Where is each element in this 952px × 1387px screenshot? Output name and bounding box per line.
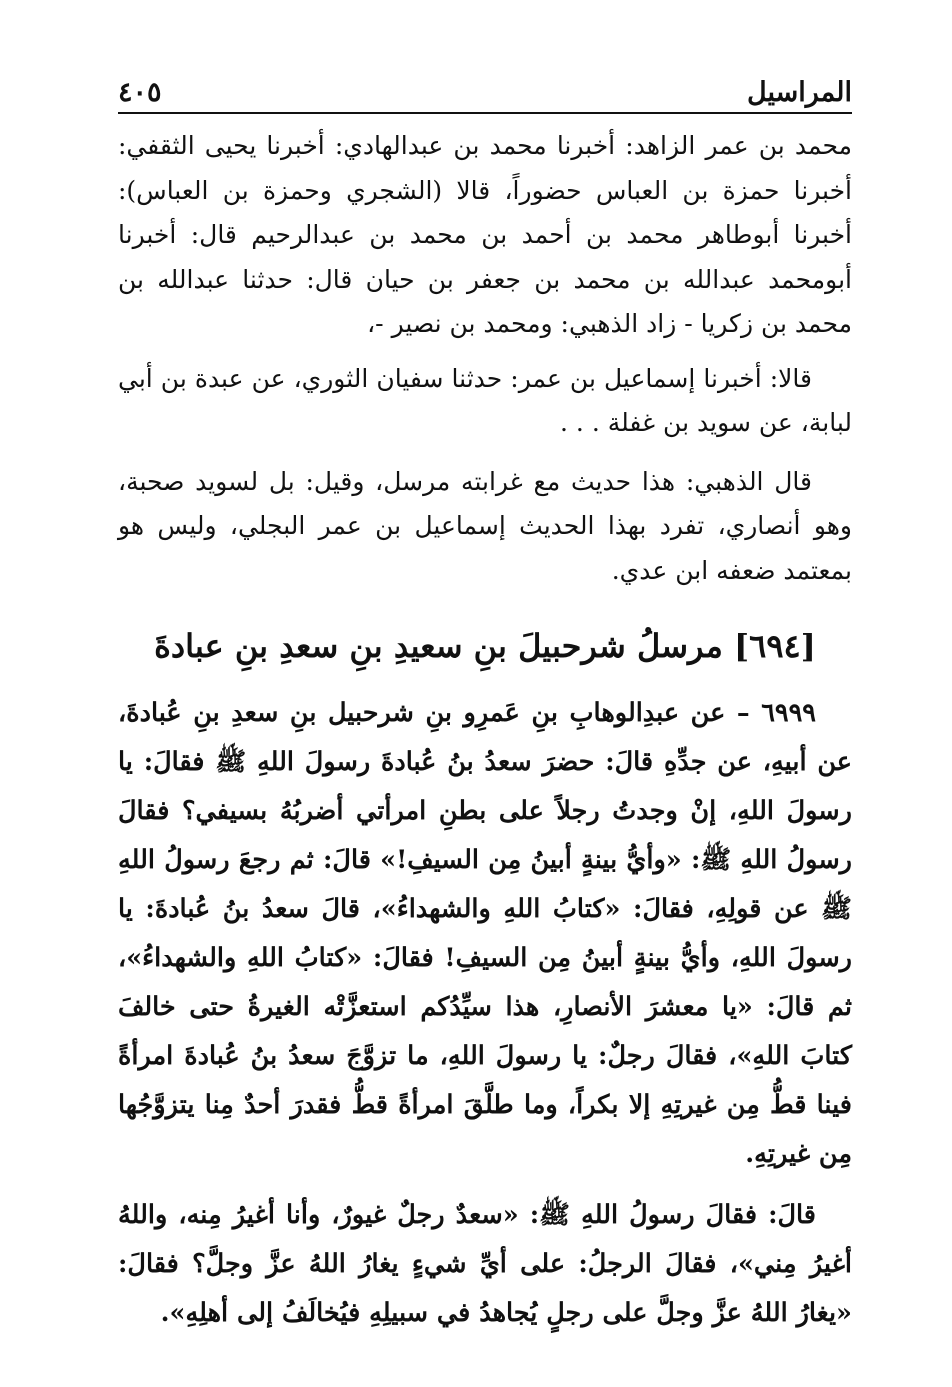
chain-paragraph: محمد بن عمر الزاهد: أخبرنا محمد بن عبدالهادي: أخبرنا يحيى الثقفي: أخبرنا حمزة بن العباس حضوراً، قالا (الشجري وحمزة بن العباس): أخبرنا أبوطاهر محمد بن أحمد بن محمد بن عبدالرحيم قال: أخبرنا أبومحمد عبدالله بن محمد بن جعفر بن حيان قال: حدثنا عبدالله بن محمد بن زكريا - زاد الذهبي: ومحمد بن نصير -، — [118, 131, 852, 338]
hadith-main-text: – عن عبدِالوهابِ بنِ عَمرِو بنِ شرحبيل بنِ سعدِ بنِ عُبادةَ، عن أبيهِ، عن جدِّهِ قالَ: حضرَ سعدُ بنُ عُبادةَ رسولَ اللهِ ﷺ فقالَ: يا رسولَ اللهِ، إنْ وجدتُ رجلاً على بطنِ امرأتي أضربُهُ بسيفي؟ فقالَ رسولُ اللهِ ﷺ: «وأيُّ بينةٍ أبينُ مِن السيفِ!» قالَ: ثم رجعَ رسولُ اللهِ ﷺ عن قولِهِ، فقالَ: «كتابُ اللهِ والشهداءُ»، قالَ سعدُ بنُ عُبادةَ: يا رسولَ اللهِ، وأيُّ بينةٍ أبينُ مِن السيفِ! فقالَ: «كتابُ اللهِ والشهداءُ»، ثم قالَ: «يا معشرَ الأنصارِ، هذا سيِّدُكم استعزَّتْه الغيرةُ حتى خالفَ كتابَ اللهِ»، فقالَ رجلٌ: يا رسولَ اللهِ، ما تزوَّجَ سعدُ بنُ عُبادةَ امرأةً فينا قطُّ مِن غيرتِهِ إلا بكراً، وما طلَّقَ امرأةً قطُّ فقدرَ أحدٌ مِنا يتزوَّجُها مِن غيرتِهِ. — [118, 698, 852, 1169]
dhahabi-paragraph: قال الذهبي: هذا حديث مع غرابته مرسل، وقيل: بل لسويد صحبة، وهو أنصاري، تفرد بهذا الحديث إسماعيل بن عمر البجلي، وليس هو بمعتمد ضعفه ابن عدي. — [118, 466, 852, 585]
running-header — [118, 60, 852, 114]
page-number: ٤٠٥ — [118, 77, 162, 108]
quote-paragraph: قالا: أخبرنا إسماعيل بن عمر: حدثنا سفيان الثوري، عن عبدة بن أبي لبابة، عن سويد بن غفلة . . . — [118, 363, 852, 437]
section-heading: [٦٩٤] مرسلُ شرحبيلَ بنِ سعيدِ بنِ سعدِ بنِ عبادةَ — [154, 627, 816, 665]
hadith-text — [118, 689, 852, 1179]
book-page — [118, 60, 852, 1338]
hadith-continuation: قالَ: فقالَ رسولُ اللهِ ﷺ: «سعدٌ رجلٌ غيورٌ، وأنا أغيرُ مِنه، واللهُ أغيرُ مِني»، فقالَ الرجلُ: على أيِّ شيءٍ يغارُ اللهُ عزَّ وجلَّ؟ فقالَ: «يغارُ اللهُ عزَّ وجلَّ على رجلٍ يُجاهدُ في سبيلِهِ فيُخالَفُ إلى أهلِهِ». — [118, 1200, 852, 1328]
hadith-number: ٦٩٩٩ — [761, 698, 816, 728]
running-title: المراسيل — [747, 77, 852, 108]
